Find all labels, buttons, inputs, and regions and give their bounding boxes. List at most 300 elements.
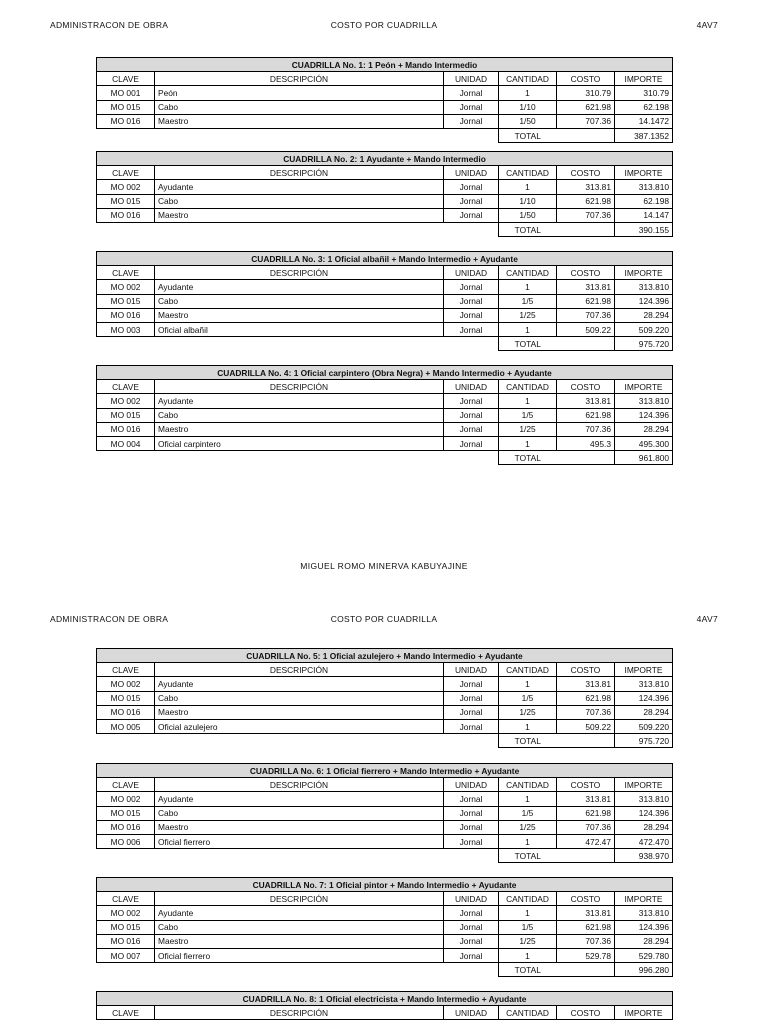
table-row bbox=[97, 294, 673, 308]
costo-cell: 313.81 bbox=[557, 906, 615, 920]
header-center-text: COSTO POR CUADRILLA bbox=[330, 20, 438, 30]
costo-header: COSTO bbox=[557, 72, 615, 86]
clave-cell: MO 015 bbox=[97, 194, 155, 208]
costo-cell: 621.98 bbox=[557, 920, 615, 934]
costo-cell: 509.22 bbox=[557, 719, 615, 733]
unidad-cell: Jornal bbox=[444, 920, 499, 934]
total-value: 996.280 bbox=[615, 963, 673, 977]
crew-block bbox=[96, 991, 672, 1020]
costo-cell: 707.36 bbox=[557, 705, 615, 719]
unidad-header: UNIDAD bbox=[444, 72, 499, 86]
importe-cell: 124.396 bbox=[615, 408, 673, 422]
table-row bbox=[97, 792, 673, 806]
clave-cell: MO 016 bbox=[97, 422, 155, 436]
clave-cell: MO 003 bbox=[97, 322, 155, 336]
importe-cell: 124.396 bbox=[615, 806, 673, 820]
costo-cell: 509.22 bbox=[557, 322, 615, 336]
unidad-cell: Jornal bbox=[444, 86, 499, 100]
table-row bbox=[97, 194, 673, 208]
table-row bbox=[97, 691, 673, 705]
total-label: TOTAL bbox=[499, 451, 557, 465]
clave-cell: MO 001 bbox=[97, 86, 155, 100]
cantidad-cell: 1/25 bbox=[499, 820, 557, 834]
crew-block bbox=[96, 365, 672, 465]
importe-cell: 124.396 bbox=[615, 691, 673, 705]
crew-title-row bbox=[97, 58, 673, 72]
descripcion-cell: Ayudante bbox=[155, 394, 444, 408]
unidad-header: UNIDAD bbox=[444, 892, 499, 906]
importe-cell: 124.396 bbox=[615, 920, 673, 934]
descripcion-cell: Ayudante bbox=[155, 280, 444, 294]
descripcion-cell: Cabo bbox=[155, 194, 444, 208]
unidad-cell: Jornal bbox=[444, 180, 499, 194]
crew-table bbox=[96, 57, 673, 143]
header-right-text: 4AV7 bbox=[696, 614, 718, 624]
total-label-spacer bbox=[557, 963, 615, 977]
descripcion-cell: Ayudante bbox=[155, 677, 444, 691]
total-label-spacer bbox=[557, 451, 615, 465]
cantidad-cell: 1/5 bbox=[499, 408, 557, 422]
unidad-cell: Jornal bbox=[444, 322, 499, 336]
crew-title: CUADRILLA No. 3: 1 Oficial albañil + Mando Intermedio + Ayudante bbox=[97, 252, 673, 266]
costo-header: COSTO bbox=[557, 663, 615, 677]
cantidad-header: CANTIDAD bbox=[499, 663, 557, 677]
unidad-cell: Jornal bbox=[444, 408, 499, 422]
clave-cell: MO 015 bbox=[97, 691, 155, 705]
total-row bbox=[97, 451, 673, 465]
costo-header: COSTO bbox=[557, 778, 615, 792]
importe-cell: 509.220 bbox=[615, 322, 673, 336]
importe-cell: 14.147 bbox=[615, 208, 673, 222]
column-header-row bbox=[97, 266, 673, 280]
descripcion-header: DESCRIPCIÓN bbox=[155, 778, 444, 792]
column-header-row bbox=[97, 778, 673, 792]
importe-cell: 310.79 bbox=[615, 86, 673, 100]
costo-cell: 472.47 bbox=[557, 834, 615, 848]
importe-cell: 28.294 bbox=[615, 705, 673, 719]
importe-header: IMPORTE bbox=[615, 380, 673, 394]
crew-block bbox=[96, 57, 672, 143]
clave-cell: MO 004 bbox=[97, 436, 155, 450]
clave-header: CLAVE bbox=[97, 892, 155, 906]
clave-cell: MO 015 bbox=[97, 806, 155, 820]
importe-header: IMPORTE bbox=[615, 166, 673, 180]
total-row bbox=[97, 222, 673, 236]
cantidad-cell: 1/25 bbox=[499, 308, 557, 322]
unidad-cell: Jornal bbox=[444, 114, 499, 128]
total-spacer bbox=[97, 849, 499, 863]
total-label-spacer bbox=[557, 734, 615, 748]
total-label-spacer bbox=[557, 128, 615, 142]
crew-title: CUADRILLA No. 5: 1 Oficial azulejero + Mando Intermedio + Ayudante bbox=[97, 649, 673, 663]
descripcion-cell: Ayudante bbox=[155, 180, 444, 194]
table-row bbox=[97, 834, 673, 848]
total-spacer bbox=[97, 451, 499, 465]
crew-title-row bbox=[97, 366, 673, 380]
costo-cell: 707.36 bbox=[557, 114, 615, 128]
page-footer-author: MIGUEL ROMO MINERVA KABUYAJINE bbox=[300, 561, 468, 571]
costo-cell: 313.81 bbox=[557, 677, 615, 691]
cantidad-header: CANTIDAD bbox=[499, 892, 557, 906]
clave-cell: MO 015 bbox=[97, 920, 155, 934]
total-row bbox=[97, 849, 673, 863]
descripcion-cell: Cabo bbox=[155, 294, 444, 308]
importe-cell: 313.810 bbox=[615, 792, 673, 806]
costo-header: COSTO bbox=[557, 166, 615, 180]
total-spacer bbox=[97, 128, 499, 142]
importe-cell: 509.220 bbox=[615, 719, 673, 733]
importe-header: IMPORTE bbox=[615, 1006, 673, 1020]
cantidad-cell: 1/5 bbox=[499, 691, 557, 705]
costo-cell: 707.36 bbox=[557, 934, 615, 948]
clave-header: CLAVE bbox=[97, 266, 155, 280]
clave-cell: MO 016 bbox=[97, 705, 155, 719]
unidad-cell: Jornal bbox=[444, 100, 499, 114]
cantidad-cell: 1 bbox=[499, 792, 557, 806]
total-label: TOTAL bbox=[499, 222, 557, 236]
descripcion-cell: Maestro bbox=[155, 705, 444, 719]
total-value: 390.155 bbox=[615, 222, 673, 236]
clave-header: CLAVE bbox=[97, 166, 155, 180]
clave-header: CLAVE bbox=[97, 778, 155, 792]
total-label: TOTAL bbox=[499, 734, 557, 748]
total-label-spacer bbox=[557, 849, 615, 863]
crew-title-row bbox=[97, 764, 673, 778]
crew-title-row bbox=[97, 878, 673, 892]
unidad-cell: Jornal bbox=[444, 208, 499, 222]
total-row bbox=[97, 128, 673, 142]
crew-table bbox=[96, 763, 673, 863]
total-label-spacer bbox=[557, 337, 615, 351]
table-row bbox=[97, 705, 673, 719]
costo-header: COSTO bbox=[557, 266, 615, 280]
column-header-row bbox=[97, 1006, 673, 1020]
clave-cell: MO 002 bbox=[97, 280, 155, 294]
costo-cell: 707.36 bbox=[557, 820, 615, 834]
header-left-text: ADMINISTRACON DE OBRA bbox=[50, 20, 169, 30]
crew-title-row bbox=[97, 649, 673, 663]
total-spacer bbox=[97, 734, 499, 748]
importe-cell: 529.780 bbox=[615, 948, 673, 962]
crew-block bbox=[96, 877, 672, 977]
descripcion-cell: Maestro bbox=[155, 422, 444, 436]
crew-block bbox=[96, 151, 672, 237]
unidad-header: UNIDAD bbox=[444, 380, 499, 394]
importe-cell: 313.810 bbox=[615, 180, 673, 194]
descripcion-cell: Oficial azulejero bbox=[155, 719, 444, 733]
total-spacer bbox=[97, 222, 499, 236]
costo-cell: 313.81 bbox=[557, 394, 615, 408]
cantidad-cell: 1/25 bbox=[499, 422, 557, 436]
table-row bbox=[97, 422, 673, 436]
cantidad-header: CANTIDAD bbox=[499, 778, 557, 792]
unidad-header: UNIDAD bbox=[444, 166, 499, 180]
table-row bbox=[97, 394, 673, 408]
clave-cell: MO 002 bbox=[97, 677, 155, 691]
header-center-text: COSTO POR CUADRILLA bbox=[330, 614, 438, 624]
column-header-row bbox=[97, 663, 673, 677]
crew-title: CUADRILLA No. 1: 1 Peón + Mando Intermedio bbox=[97, 58, 673, 72]
unidad-cell: Jornal bbox=[444, 705, 499, 719]
clave-cell: MO 016 bbox=[97, 308, 155, 322]
importe-header: IMPORTE bbox=[615, 778, 673, 792]
total-value: 975.720 bbox=[615, 337, 673, 351]
unidad-cell: Jornal bbox=[444, 906, 499, 920]
crew-title-row bbox=[97, 992, 673, 1006]
total-label: TOTAL bbox=[499, 128, 557, 142]
importe-header: IMPORTE bbox=[615, 892, 673, 906]
table-row bbox=[97, 86, 673, 100]
descripcion-cell: Cabo bbox=[155, 100, 444, 114]
unidad-cell: Jornal bbox=[444, 677, 499, 691]
total-label-spacer bbox=[557, 222, 615, 236]
crew-table bbox=[96, 877, 673, 977]
descripcion-header: DESCRIPCIÓN bbox=[155, 1006, 444, 1020]
cantidad-cell: 1 bbox=[499, 180, 557, 194]
descripcion-cell: Cabo bbox=[155, 920, 444, 934]
descripcion-cell: Maestro bbox=[155, 308, 444, 322]
descripcion-cell: Cabo bbox=[155, 806, 444, 820]
table-row bbox=[97, 906, 673, 920]
crew-table bbox=[96, 991, 673, 1020]
unidad-header: UNIDAD bbox=[444, 663, 499, 677]
clave-cell: MO 002 bbox=[97, 906, 155, 920]
page-header bbox=[50, 20, 718, 34]
unidad-header: UNIDAD bbox=[444, 266, 499, 280]
cantidad-cell: 1 bbox=[499, 906, 557, 920]
descripcion-cell: Oficial fierrero bbox=[155, 834, 444, 848]
table-row bbox=[97, 280, 673, 294]
clave-cell: MO 016 bbox=[97, 208, 155, 222]
unidad-cell: Jornal bbox=[444, 194, 499, 208]
descripcion-cell: Cabo bbox=[155, 408, 444, 422]
table-row bbox=[97, 920, 673, 934]
unidad-cell: Jornal bbox=[444, 691, 499, 705]
clave-header: CLAVE bbox=[97, 663, 155, 677]
costo-cell: 621.98 bbox=[557, 100, 615, 114]
table-row bbox=[97, 806, 673, 820]
crew-title: CUADRILLA No. 4: 1 Oficial carpintero (Obra Negra) + Mando Intermedio + Ayudante bbox=[97, 366, 673, 380]
page-header bbox=[50, 614, 718, 628]
clave-cell: MO 007 bbox=[97, 948, 155, 962]
costo-cell: 621.98 bbox=[557, 408, 615, 422]
importe-cell: 313.810 bbox=[615, 906, 673, 920]
descripcion-header: DESCRIPCIÓN bbox=[155, 380, 444, 394]
unidad-cell: Jornal bbox=[444, 834, 499, 848]
crew-title-row bbox=[97, 152, 673, 166]
total-label: TOTAL bbox=[499, 849, 557, 863]
table-row bbox=[97, 100, 673, 114]
descripcion-cell: Maestro bbox=[155, 208, 444, 222]
cantidad-cell: 1/5 bbox=[499, 806, 557, 820]
total-row bbox=[97, 963, 673, 977]
cantidad-cell: 1 bbox=[499, 677, 557, 691]
clave-cell: MO 015 bbox=[97, 100, 155, 114]
cantidad-cell: 1 bbox=[499, 280, 557, 294]
costo-cell: 621.98 bbox=[557, 194, 615, 208]
crew-title: CUADRILLA No. 7: 1 Oficial pintor + Mando Intermedio + Ayudante bbox=[97, 878, 673, 892]
table-row bbox=[97, 677, 673, 691]
costo-cell: 707.36 bbox=[557, 422, 615, 436]
clave-header: CLAVE bbox=[97, 72, 155, 86]
importe-cell: 28.294 bbox=[615, 820, 673, 834]
unidad-cell: Jornal bbox=[444, 806, 499, 820]
cantidad-cell: 1/10 bbox=[499, 100, 557, 114]
clave-cell: MO 016 bbox=[97, 820, 155, 834]
unidad-cell: Jornal bbox=[444, 436, 499, 450]
crew-block bbox=[96, 763, 672, 863]
costo-cell: 529.78 bbox=[557, 948, 615, 962]
descripcion-header: DESCRIPCIÓN bbox=[155, 663, 444, 677]
importe-cell: 124.396 bbox=[615, 294, 673, 308]
costo-cell: 313.81 bbox=[557, 280, 615, 294]
crew-title: CUADRILLA No. 2: 1 Ayudante + Mando Intermedio bbox=[97, 152, 673, 166]
unidad-cell: Jornal bbox=[444, 422, 499, 436]
unidad-cell: Jornal bbox=[444, 294, 499, 308]
total-row bbox=[97, 337, 673, 351]
importe-cell: 62.198 bbox=[615, 194, 673, 208]
table-row bbox=[97, 208, 673, 222]
crew-title: CUADRILLA No. 8: 1 Oficial electricista + Mando Intermedio + Ayudante bbox=[97, 992, 673, 1006]
cantidad-header: CANTIDAD bbox=[499, 266, 557, 280]
total-value: 938.970 bbox=[615, 849, 673, 863]
unidad-cell: Jornal bbox=[444, 820, 499, 834]
cantidad-header: CANTIDAD bbox=[499, 1006, 557, 1020]
costo-cell: 707.36 bbox=[557, 308, 615, 322]
crew-table bbox=[96, 365, 673, 465]
costo-cell: 621.98 bbox=[557, 806, 615, 820]
unidad-cell: Jornal bbox=[444, 394, 499, 408]
costo-cell: 310.79 bbox=[557, 86, 615, 100]
table-row bbox=[97, 948, 673, 962]
importe-cell: 62.198 bbox=[615, 100, 673, 114]
descripcion-header: DESCRIPCIÓN bbox=[155, 892, 444, 906]
total-value: 961.800 bbox=[615, 451, 673, 465]
crew-block bbox=[96, 648, 672, 748]
importe-header: IMPORTE bbox=[615, 663, 673, 677]
descripcion-cell: Maestro bbox=[155, 820, 444, 834]
descripcion-cell: Maestro bbox=[155, 114, 444, 128]
costo-cell: 495.3 bbox=[557, 436, 615, 450]
cantidad-cell: 1 bbox=[499, 436, 557, 450]
clave-cell: MO 016 bbox=[97, 114, 155, 128]
cantidad-cell: 1/50 bbox=[499, 114, 557, 128]
crew-table bbox=[96, 648, 673, 748]
clave-cell: MO 015 bbox=[97, 294, 155, 308]
total-label: TOTAL bbox=[499, 337, 557, 351]
crew-table bbox=[96, 251, 673, 351]
total-row bbox=[97, 734, 673, 748]
importe-cell: 14.1472 bbox=[615, 114, 673, 128]
crew-table bbox=[96, 151, 673, 237]
clave-cell: MO 002 bbox=[97, 394, 155, 408]
crew-title-row bbox=[97, 252, 673, 266]
costo-cell: 621.98 bbox=[557, 294, 615, 308]
cantidad-header: CANTIDAD bbox=[499, 166, 557, 180]
descripcion-cell: Peón bbox=[155, 86, 444, 100]
descripcion-cell: Cabo bbox=[155, 691, 444, 705]
table-row bbox=[97, 820, 673, 834]
costo-header: COSTO bbox=[557, 892, 615, 906]
importe-cell: 28.294 bbox=[615, 422, 673, 436]
unidad-cell: Jornal bbox=[444, 934, 499, 948]
descripcion-cell: Ayudante bbox=[155, 906, 444, 920]
importe-header: IMPORTE bbox=[615, 266, 673, 280]
table-row bbox=[97, 114, 673, 128]
importe-cell: 495.300 bbox=[615, 436, 673, 450]
header-left-text: ADMINISTRACON DE OBRA bbox=[50, 614, 169, 624]
table-row bbox=[97, 322, 673, 336]
descripcion-header: DESCRIPCIÓN bbox=[155, 266, 444, 280]
costo-cell: 313.81 bbox=[557, 180, 615, 194]
importe-cell: 28.294 bbox=[615, 308, 673, 322]
cantidad-cell: 1 bbox=[499, 834, 557, 848]
total-spacer bbox=[97, 963, 499, 977]
cantidad-cell: 1/5 bbox=[499, 920, 557, 934]
total-value: 975.720 bbox=[615, 734, 673, 748]
table-row bbox=[97, 719, 673, 733]
cantidad-cell: 1/10 bbox=[499, 194, 557, 208]
table-row bbox=[97, 180, 673, 194]
importe-cell: 472.470 bbox=[615, 834, 673, 848]
importe-cell: 313.810 bbox=[615, 677, 673, 691]
table-row bbox=[97, 436, 673, 450]
cantidad-cell: 1 bbox=[499, 322, 557, 336]
column-header-row bbox=[97, 72, 673, 86]
importe-cell: 28.294 bbox=[615, 934, 673, 948]
descripcion-cell: Oficial fierrero bbox=[155, 948, 444, 962]
cantidad-cell: 1/5 bbox=[499, 294, 557, 308]
table-row bbox=[97, 934, 673, 948]
table-row bbox=[97, 308, 673, 322]
cantidad-header: CANTIDAD bbox=[499, 380, 557, 394]
descripcion-header: DESCRIPCIÓN bbox=[155, 166, 444, 180]
cantidad-cell: 1/50 bbox=[499, 208, 557, 222]
table-row bbox=[97, 408, 673, 422]
clave-cell: MO 002 bbox=[97, 792, 155, 806]
total-spacer bbox=[97, 337, 499, 351]
importe-cell: 313.810 bbox=[615, 394, 673, 408]
cantidad-cell: 1 bbox=[499, 394, 557, 408]
total-value: 387.1352 bbox=[615, 128, 673, 142]
cantidad-header: CANTIDAD bbox=[499, 72, 557, 86]
importe-cell: 313.810 bbox=[615, 280, 673, 294]
unidad-header: UNIDAD bbox=[444, 778, 499, 792]
descripcion-cell: Ayudante bbox=[155, 792, 444, 806]
cantidad-cell: 1/25 bbox=[499, 705, 557, 719]
clave-cell: MO 005 bbox=[97, 719, 155, 733]
unidad-cell: Jornal bbox=[444, 280, 499, 294]
header-right-text: 4AV7 bbox=[696, 20, 718, 30]
crew-block bbox=[96, 251, 672, 351]
costo-header: COSTO bbox=[557, 1006, 615, 1020]
descripcion-cell: Oficial carpintero bbox=[155, 436, 444, 450]
clave-header: CLAVE bbox=[97, 1006, 155, 1020]
costo-cell: 621.98 bbox=[557, 691, 615, 705]
cantidad-cell: 1 bbox=[499, 948, 557, 962]
unidad-cell: Jornal bbox=[444, 948, 499, 962]
cantidad-cell: 1 bbox=[499, 86, 557, 100]
costo-header: COSTO bbox=[557, 380, 615, 394]
costo-cell: 313.81 bbox=[557, 792, 615, 806]
costo-cell: 707.36 bbox=[557, 208, 615, 222]
clave-cell: MO 002 bbox=[97, 180, 155, 194]
importe-header: IMPORTE bbox=[615, 72, 673, 86]
unidad-cell: Jornal bbox=[444, 719, 499, 733]
column-header-row bbox=[97, 166, 673, 180]
unidad-cell: Jornal bbox=[444, 308, 499, 322]
unidad-cell: Jornal bbox=[444, 792, 499, 806]
